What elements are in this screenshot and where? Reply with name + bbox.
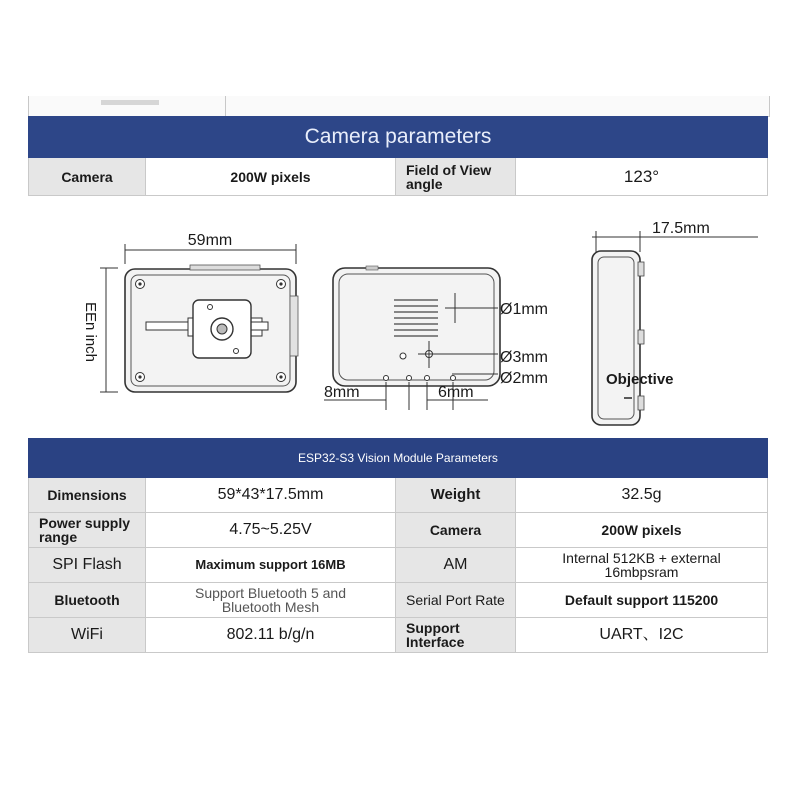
front-view [82,232,298,392]
depth-dimension: 17.5mm [652,220,710,237]
spec-sheet [28,0,768,800]
spec-row [28,618,768,653]
back-view [324,266,548,410]
camera-parameters-title: Camera parameters [304,125,492,148]
support-interface-label: Support Interface [396,618,516,653]
camera-spec-label: Camera [396,513,516,548]
height-dimension: EEn inch [82,301,99,363]
bluetooth-value: Support Bluetooth 5 and Bluetooth Mesh [146,583,396,618]
cell-divider [225,96,226,116]
support-interface-value: UART、I2C [516,618,767,653]
power-supply-value: 4.75~5.25V [146,513,396,548]
dimensions-value: 59*43*17.5mm [146,478,396,513]
serial-port-value: Default support 115200 [516,583,767,618]
faded-text [101,100,159,105]
width-dimension: 59mm [187,232,233,249]
spacing-6mm-label: 6mm [438,384,474,401]
hole-3mm-label: Ø3mm [500,349,548,366]
spec-row [28,513,768,548]
camera-label: Camera [29,158,146,196]
camera-parameters-row [28,158,768,196]
side-view [592,220,758,425]
spec-row [28,478,768,513]
am-value: Internal 512KB + external 16mbpsram [516,548,767,583]
hole-2mm-label: Ø2mm [500,370,548,387]
spi-flash-label: SPI Flash [29,548,146,583]
fov-value: 123° [516,158,767,196]
spacing-8mm-label: 8mm [324,384,360,401]
weight-label: Weight [396,478,516,513]
serial-port-label: Serial Port Rate [396,583,516,618]
dimension-drawings [28,196,768,438]
hole-1mm-label: Ø1mm [500,301,548,318]
wifi-label: WiFi [29,618,146,653]
fov-label: Field of View angle [396,158,516,196]
weight-value: 32.5g [516,478,767,513]
am-label: AM [396,548,516,583]
spec-row [28,548,768,583]
module-parameters-header [28,438,768,478]
camera-parameters-header [28,116,768,158]
dimension-drawings-svg [28,196,768,438]
module-parameters-title: ESP32-S3 Vision Module Parameters [298,451,498,465]
objective-label: Objective [606,371,674,388]
spec-row [28,583,768,618]
dimensions-label: Dimensions [29,478,146,513]
previous-table-row [28,96,770,117]
wifi-value: 802.11 b/g/n [146,618,396,653]
camera-spec-value: 200W pixels [516,513,767,548]
spi-flash-value: Maximum support 16MB [146,548,396,583]
power-supply-label: Power supply range [29,513,146,548]
camera-value: 200W pixels [146,158,396,196]
bluetooth-label: Bluetooth [29,583,146,618]
